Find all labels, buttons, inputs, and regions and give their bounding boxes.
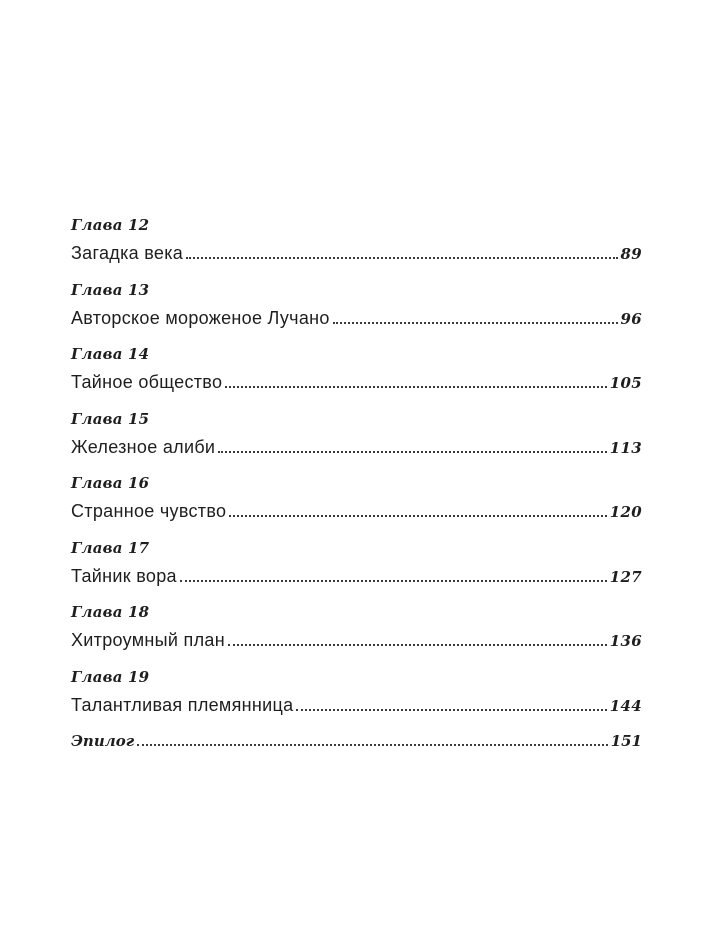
table-of-contents [71,216,642,797]
page-number: 96 [620,309,642,328]
toc-entry-chapter-12 [71,216,642,281]
page-number: 136 [609,632,642,650]
toc-line [71,629,642,652]
toc-entry-chapter-19 [71,668,642,733]
toc-entry-chapter-15 [71,410,642,475]
epilogue-title: Эпилог [71,732,135,750]
toc-entry-chapter-17 [71,539,642,604]
toc-line [71,694,642,717]
chapter-title: Странное чувство [71,501,227,521]
dot-leader [228,644,607,646]
page-number: 127 [609,567,642,586]
dot-leader [229,515,606,517]
toc-entry-epilogue [71,732,642,797]
dot-leader [296,709,606,711]
chapter-title: Хитроумный план [71,630,225,650]
chapter-title: Загадка века [71,243,184,263]
chapter-title: Тайное общество [71,372,223,392]
dot-leader [225,386,607,388]
page-number: 144 [609,696,642,715]
chapter-label: Глава 16 [71,474,150,492]
dot-leader [218,451,607,453]
page-number: 89 [620,245,642,263]
dot-leader [137,744,608,746]
chapter-label: Глава 12 [71,216,150,234]
toc-line [71,436,642,459]
toc-line [71,371,642,394]
toc-line [71,732,642,751]
dot-leader [180,580,607,582]
page-number: 151 [610,732,642,750]
chapter-label: Глава 14 [71,345,150,363]
chapter-title: Талантливая племянница [71,694,294,715]
chapter-label: Глава 15 [71,409,150,428]
chapter-label: Глава 18 [71,603,150,621]
dot-leader [333,322,618,324]
chapter-label: Глава 19 [71,667,150,686]
chapter-label: Глава 13 [71,280,150,299]
toc-line [71,500,642,523]
page-number: 120 [609,503,642,521]
page-number: 113 [609,438,642,457]
toc-entry-chapter-13 [71,281,642,346]
toc-entry-chapter-18 [71,603,642,668]
toc-line [71,565,642,588]
dot-leader [186,257,617,259]
toc-entry-chapter-16 [71,474,642,539]
chapter-title: Железное алиби [71,436,216,457]
chapter-title: Тайник вора [71,565,177,586]
toc-entry-chapter-14 [71,345,642,410]
toc-line [71,242,642,265]
page-number: 105 [609,374,642,392]
chapter-title: Авторское мороженое Лучано [71,307,330,328]
toc-line [71,307,642,330]
chapter-label: Глава 17 [71,538,150,557]
